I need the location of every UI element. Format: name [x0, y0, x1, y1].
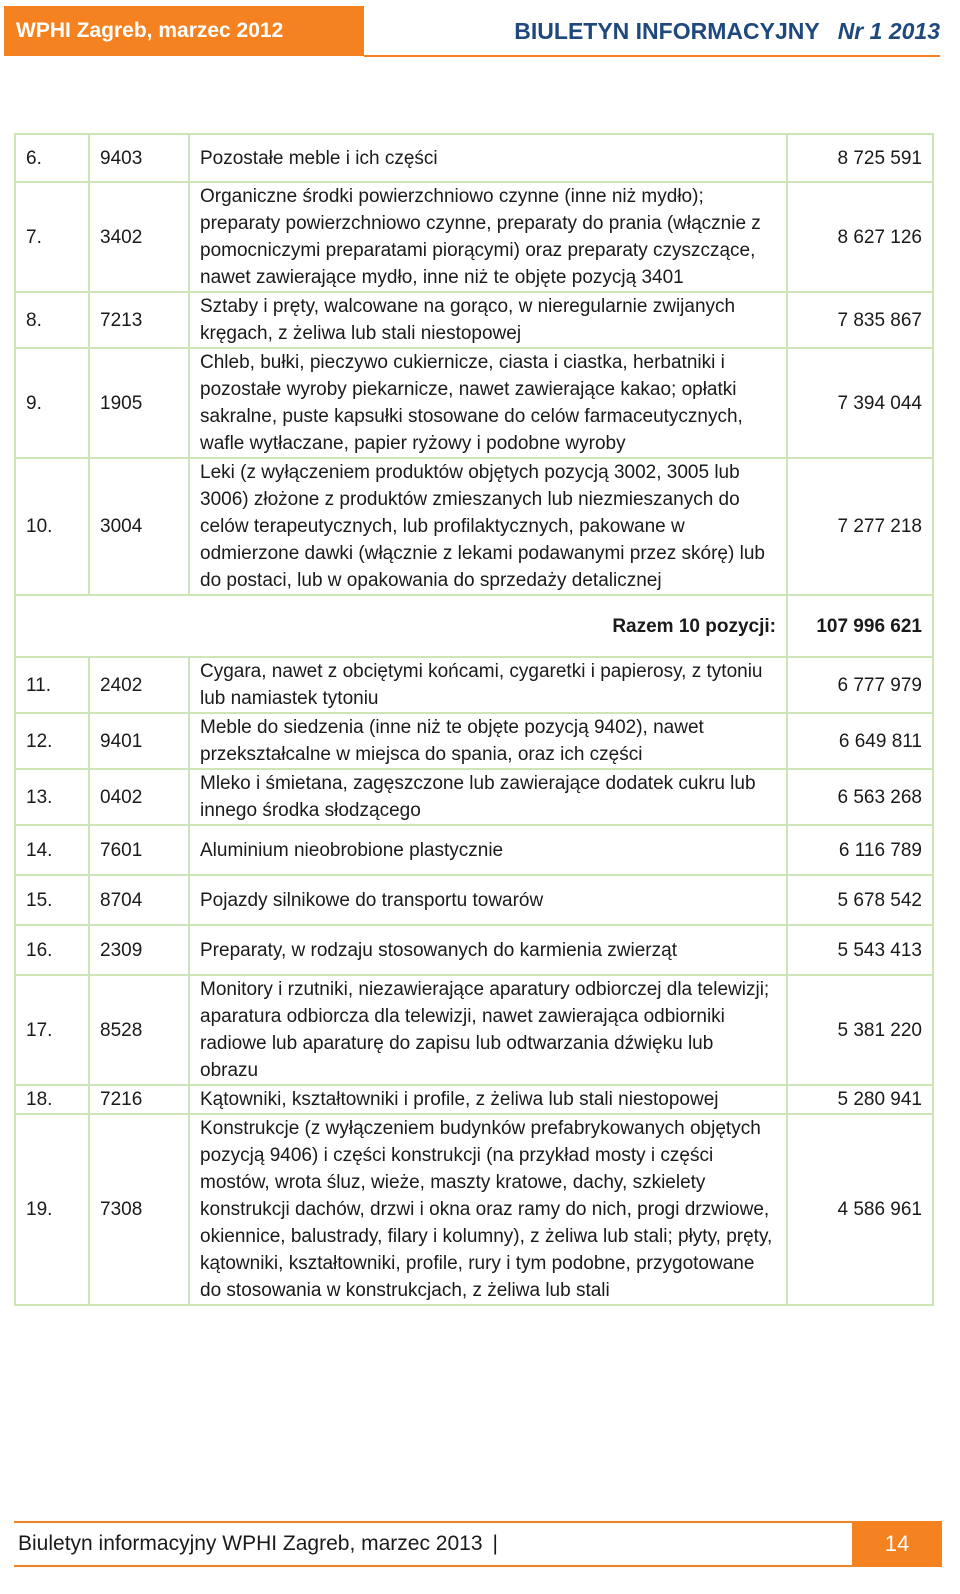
table-row — [15, 134, 933, 182]
row-code: 3402 — [89, 182, 189, 292]
bulletin-issue: Nr 1 2013 — [837, 17, 940, 44]
row-description: Sztaby i pręty, walcowane na gorąco, w nieregularnie zwijanych kręgach, z żeliwa lub stali niestopowej — [189, 292, 787, 348]
row-description: Mleko i śmietana, zagęszczone lub zawierające dodatek cukru lub innego środka słodzącego — [189, 769, 787, 825]
page-footer — [14, 1521, 942, 1567]
row-value: 6 649 811 — [787, 713, 933, 769]
row-description: Pojazdy silnikowe do transportu towarów — [189, 875, 787, 925]
row-value: 5 280 941 — [787, 1085, 933, 1114]
row-description: Monitory i rzutniki, niezawierające aparatury odbiorczej dla telewizji; aparatura odbiorcza dla telewizji, nawet zawierająca odbiorniki radiowe lub aparaturę do zapisu lub odtwarzania dźwięku lub obrazu — [189, 975, 787, 1085]
row-number: 11. — [15, 657, 89, 713]
row-value: 5 543 413 — [787, 925, 933, 975]
footer-label: Biuletyn informacyjny WPHI Zagreb, marzec 2013 — [18, 1532, 483, 1555]
row-code: 7213 — [89, 292, 189, 348]
header-divider — [364, 55, 940, 57]
table-row — [15, 348, 933, 458]
row-code: 7601 — [89, 825, 189, 875]
row-description: Pozostałe meble i ich części — [189, 134, 787, 182]
row-value: 7 835 867 — [787, 292, 933, 348]
row-code: 7216 — [89, 1085, 189, 1114]
row-code: 7308 — [89, 1114, 189, 1305]
footer-separator: | — [492, 1532, 498, 1555]
row-code: 2402 — [89, 657, 189, 713]
row-description: Preparaty, w rodzaju stosowanych do karmienia zwierząt — [189, 925, 787, 975]
row-number: 16. — [15, 925, 89, 975]
row-code: 9401 — [89, 713, 189, 769]
table-row — [15, 182, 933, 292]
trade-table — [14, 133, 934, 1306]
footer-text-group — [18, 1523, 498, 1565]
header-left-banner — [4, 6, 364, 56]
row-value: 5 678 542 — [787, 875, 933, 925]
table-row — [15, 458, 933, 595]
row-description: Organiczne środki powierzchniowo czynne (inne niż mydło); preparaty powierzchniowo czynne, preparaty do prania (włącznie z pomocniczymi preparatami piorącymi) oraz preparaty czyszczące, nawet zawierające mydło, inne niż te objęte pozycją 3401 — [189, 182, 787, 292]
row-description: Leki (z wyłączeniem produktów objętych pozycją 3002, 3005 lub 3006) złożone z produktów zmieszanych lub niezmieszanych do celów terapeutycznych, lub profilaktycznych, pakowane w odmierzone dawki (włącznie z lekami podawanymi przez skórę) lub do postaci, lub w opakowania do sprzedaży detalicznej — [189, 458, 787, 595]
row-code: 1905 — [89, 348, 189, 458]
row-number: 15. — [15, 875, 89, 925]
table-row — [15, 925, 933, 975]
table-row — [15, 875, 933, 925]
row-number: 7. — [15, 182, 89, 292]
row-description: Aluminium nieobrobione plastycznie — [189, 825, 787, 875]
total-row — [15, 595, 933, 657]
row-number: 13. — [15, 769, 89, 825]
total-value: 107 996 621 — [787, 595, 933, 657]
row-value: 5 381 220 — [787, 975, 933, 1085]
table-row — [15, 975, 933, 1085]
row-description: Meble do siedzenia (inne niż te objęte pozycją 9402), nawet przekształcalne w miejsca do spania, oraz ich części — [189, 713, 787, 769]
row-value: 6 777 979 — [787, 657, 933, 713]
bulletin-title: BIULETYN INFORMACYJNY — [514, 17, 820, 44]
row-description: Cygara, nawet z obciętymi końcami, cygaretki i papierosy, z tytoniu lub namiastek tytoniu — [189, 657, 787, 713]
row-number: 18. — [15, 1085, 89, 1114]
row-code: 3004 — [89, 458, 189, 595]
row-value: 7 277 218 — [787, 458, 933, 595]
row-code: 0402 — [89, 769, 189, 825]
row-number: 12. — [15, 713, 89, 769]
row-value: 8 627 126 — [787, 182, 933, 292]
row-code: 2309 — [89, 925, 189, 975]
table-row — [15, 657, 933, 713]
row-description: Chleb, bułki, pieczywo cukiernicze, ciasta i ciastka, herbatniki i pozostałe wyroby piekarnicze, nawet zawierające kakao; opłatki sakralne, puste kapsułki stosowane do celów farmaceutycznych, wafle wytłaczane, papier ryżowy i podobne wyroby — [189, 348, 787, 458]
row-code: 8704 — [89, 875, 189, 925]
row-number: 19. — [15, 1114, 89, 1305]
header-right — [514, 6, 940, 56]
row-number: 8. — [15, 292, 89, 348]
table-row — [15, 825, 933, 875]
row-number: 14. — [15, 825, 89, 875]
row-number: 6. — [15, 134, 89, 182]
row-value: 8 725 591 — [787, 134, 933, 182]
page-number: 14 — [852, 1521, 942, 1567]
row-description: Konstrukcje (z wyłączeniem budynków prefabrykowanych objętych pozycją 9406) i części konstrukcji (na przykład mosty i części mostów, wrota śluz, wieże, maszty kratowe, dachy, szkielety konstrukcji dachów, drzwi i okna oraz ramy do nich, progi drzwiowe, okiennice, balustrady, filary i kolumny), z żeliwa lub stali; płyty, pręty, kątowniki, kształtowniki, profile, rury i tym podobne, przygotowane do stosowania w konstrukcjach, z żeliwa lub stali — [189, 1114, 787, 1305]
row-value: 6 563 268 — [787, 769, 933, 825]
table-row — [15, 292, 933, 348]
row-description: Kątowniki, kształtowniki i profile, z żeliwa lub stali niestopowej — [189, 1085, 787, 1114]
row-value: 7 394 044 — [787, 348, 933, 458]
table-row — [15, 713, 933, 769]
table-row — [15, 769, 933, 825]
total-label: Razem 10 pozycji: — [15, 595, 787, 657]
row-code: 8528 — [89, 975, 189, 1085]
row-number: 17. — [15, 975, 89, 1085]
row-number: 10. — [15, 458, 89, 595]
row-value: 4 586 961 — [787, 1114, 933, 1305]
row-value: 6 116 789 — [787, 825, 933, 875]
row-number: 9. — [15, 348, 89, 458]
table-row — [15, 1085, 933, 1114]
header-left-text: WPHI Zagreb, marzec 2012 — [16, 19, 284, 42]
table-row — [15, 1114, 933, 1305]
row-code: 9403 — [89, 134, 189, 182]
